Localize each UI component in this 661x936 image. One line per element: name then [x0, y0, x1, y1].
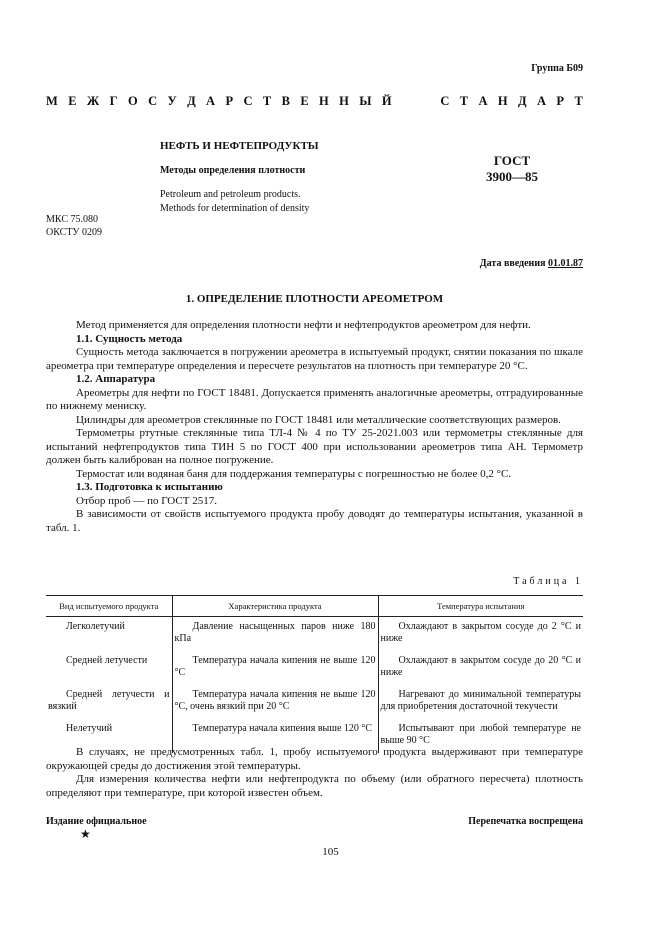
subsection-heading: 1.3. Подготовка к испытанию: [76, 481, 223, 493]
paragraph: Метод применяется для определения плотности нефти и нефтепродуктов ареометром для нефти.: [76, 319, 531, 331]
header-letter: Г: [109, 94, 118, 108]
table-header-row: [46, 596, 583, 617]
header-letter: А: [206, 94, 216, 108]
group-code: Группа Б09: [531, 63, 583, 74]
document-title: НЕФТЬ И НЕФТЕПРОДУКТЫ: [160, 140, 319, 152]
header-letter: Й: [381, 94, 392, 108]
column-header: Вид испытуемого продукта: [46, 596, 172, 617]
footer: [46, 816, 583, 827]
standard-header: [46, 94, 583, 109]
header-letter: Н: [319, 94, 329, 108]
header-letter: Н: [339, 94, 349, 108]
header-letter: У: [167, 94, 177, 108]
table-cell: Давление насыщенных паров ниже 180 кПа: [172, 617, 378, 652]
temperature-table: [46, 595, 583, 753]
table-row: [46, 617, 583, 652]
english-title-line-1: Petroleum and petroleum products.: [160, 189, 301, 200]
official-edition: Издание официальное: [46, 816, 147, 827]
english-title-line-2: Methods for determination of density: [160, 203, 310, 214]
reprint-prohibited: Перепечатка воспрещена: [468, 816, 583, 827]
table-cell: Температура начала кипения выше 120 °С: [172, 719, 378, 753]
paragraph: Отбор проб — по ГОСТ 2517.: [76, 494, 217, 507]
header-letter: Н: [497, 94, 508, 108]
subsection-heading: 1.2. Аппаратура: [76, 373, 156, 385]
paragraph: Цилиндры для ареометров стеклянные по ГОСТ 18481 или металлические соответствующих размеров.: [76, 413, 561, 426]
table-row: [46, 651, 583, 685]
header-letter: С: [148, 94, 158, 108]
paragraph: Ареометры для нефти по ГОСТ 18481. Допускается применять аналогичные ареометры, отградуированные по нижнему мениску.: [46, 386, 583, 412]
header-letter: Е: [300, 94, 309, 108]
header-letter: С: [440, 94, 450, 108]
okstu-code: ОКСТУ 0209: [46, 227, 103, 238]
table-cell: Испытывают при любой температуре не выше 90 °С: [378, 719, 583, 753]
paragraph: В случаях, не предусмотренных табл. 1, пробу испытуемого продукта выдерживают при температуре окружающей среды до достижения этой температуры.: [46, 746, 583, 772]
header-letter: Т: [262, 94, 272, 108]
table-row: [46, 685, 583, 719]
paragraph: Термостат или водяная баня для поддержания температуры с погрешностью не более 0,2 °С.: [76, 467, 512, 480]
paragraph: Термометры ртутные стеклянные типа ТЛ-4 № 4 по ТУ 25-2021.003 или термометры стеклянные для испытаний нефтепродуктов типа ТИН 5 по ГОСТ 400 при использовании ареометров типа АН. Термометр должен быть калиброван на полное погружение.: [46, 427, 583, 466]
table-cell: Средней летучести: [66, 655, 148, 666]
english-title: [160, 188, 309, 216]
table-cell: Нагревают до минимальной температуры для приобретения достаточной текучести: [378, 685, 583, 719]
column-header: Температура испытания: [378, 596, 583, 617]
header-letter: С: [243, 94, 253, 108]
table-cell: Легколетучий: [66, 621, 125, 632]
table-cell: Охлаждают в закрытом сосуде до 2 °С и ниже: [378, 617, 583, 652]
column-header: Характеристика продукта: [172, 596, 378, 617]
effective-date: [480, 258, 583, 269]
table-cell: Температура начала кипения не выше 120 °С, очень вязкий при 20 °С: [172, 685, 378, 719]
header-letter: Ы: [359, 94, 372, 108]
header-letter: М: [46, 94, 58, 108]
classification-codes: [46, 213, 102, 239]
table-caption: Таблица 1: [513, 576, 583, 587]
header-letter: В: [281, 94, 290, 108]
header-letter: Ж: [86, 94, 100, 108]
paragraph: Для измерения количества нефти или нефтепродукта по объему (или обратного пересчета) плотность определяют при температуре, при которой известен объем.: [46, 773, 583, 799]
star-icon: ★: [80, 827, 91, 841]
header-gap: [402, 94, 430, 109]
gost-label: ГОСТ: [493, 153, 531, 168]
header-letter: Р: [556, 94, 565, 108]
table-cell: Нелетучий: [66, 723, 113, 734]
section-heading: 1. ОПРЕДЕЛЕНИЕ ПЛОТНОСТИ АРЕОМЕТРОМ: [185, 293, 444, 305]
section-body-after-table: [46, 746, 583, 800]
paragraph: В зависимости от свойств испытуемого продукта пробу доводят до температуры испытания, указанной в табл. 1.: [46, 508, 583, 534]
table-cell: Средней летучести и вязкий: [48, 689, 170, 712]
header-letter: А: [478, 94, 488, 108]
section-body: [46, 319, 583, 535]
header-letter: Д: [187, 94, 196, 108]
header-letter: Е: [68, 94, 77, 108]
document-subtitle: Методы определения плотности: [160, 165, 306, 176]
gost-number: 3900—85: [486, 169, 538, 184]
table-cell: Охлаждают в закрытом сосуде до 20 °С и ниже: [378, 651, 583, 685]
header-letter: Р: [225, 94, 234, 108]
date-value: 01.01.87: [548, 258, 583, 269]
header-letter: Т: [459, 94, 469, 108]
date-label: Дата введения: [479, 258, 546, 269]
table-cell: Температура начала кипения не выше 120 °С: [172, 651, 378, 685]
subsection-heading: 1.1. Сущность метода: [76, 332, 183, 345]
paragraph: Сущность метода заключается в погружении ареометра в испытуемый продукт, снятии показания по шкале ареометра при температуре определения и пересчете результатов на плотность при температуре 20 °С.: [46, 346, 583, 372]
gost-designation: [472, 153, 552, 185]
header-letter: О: [127, 94, 138, 108]
header-letter: А: [537, 94, 547, 108]
mks-code: МКС 75.080: [46, 214, 98, 225]
header-letter: Д: [518, 94, 527, 108]
page-number: 105: [322, 846, 339, 858]
header-letter: Т: [574, 94, 583, 108]
